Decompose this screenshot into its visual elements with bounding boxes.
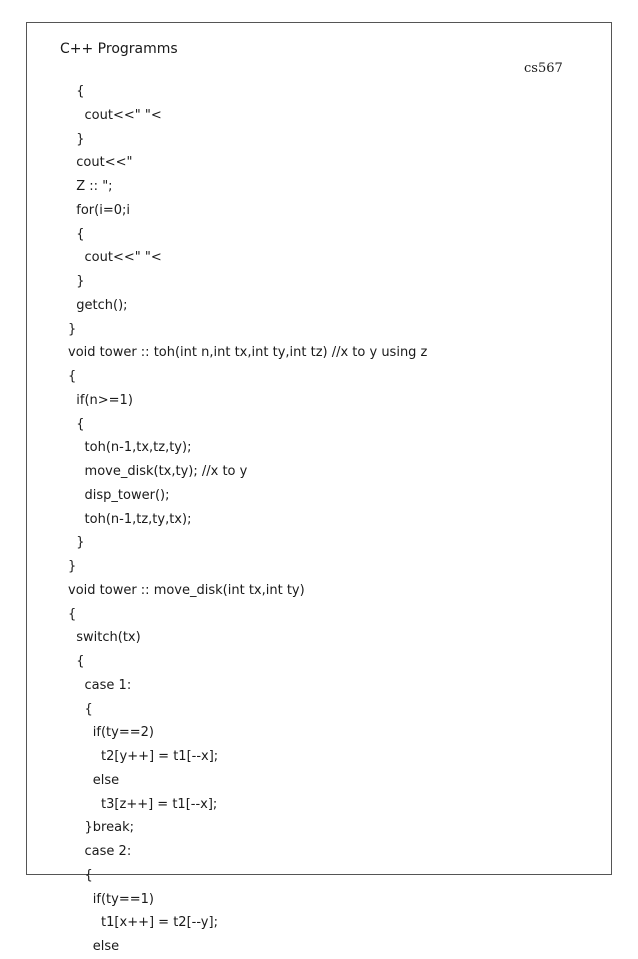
code-line: cout<<" "< xyxy=(68,107,162,123)
code-line: } xyxy=(68,535,85,551)
code-line: { xyxy=(68,84,85,99)
code-line: t3[z++] = t1[--x]; xyxy=(68,796,218,812)
code-line: { xyxy=(68,416,85,432)
code-line: toh(n-1,tz,ty,tx); xyxy=(68,511,192,527)
code-line: void tower :: toh(int n,int tx,int ty,int tz) //x to y using z xyxy=(68,345,428,361)
code-line: getch(); xyxy=(68,297,128,313)
code-line: if(ty==2) xyxy=(68,725,154,741)
code-line: t2[y++] = t1[--x]; xyxy=(68,749,219,764)
code-line: t1[x++] = t2[--y]; xyxy=(68,915,218,931)
code-line: } xyxy=(68,131,85,147)
code-line: for(i=0;i xyxy=(68,202,130,218)
code-line: Z :: "; xyxy=(68,179,113,194)
code-line: } xyxy=(68,274,85,289)
code-listing xyxy=(68,80,588,959)
code-line: else xyxy=(68,772,120,788)
code-line: switch(tx) xyxy=(68,630,141,646)
code-line: cout<<" "< xyxy=(68,250,162,266)
code-line: { xyxy=(68,226,85,242)
code-line: } xyxy=(68,559,77,574)
code-line: } xyxy=(68,321,77,337)
code-line: void tower :: move_disk(int tx,int ty) xyxy=(68,582,305,598)
code-line: if(ty==1) xyxy=(68,891,154,907)
code-line: cout<<" xyxy=(68,155,133,171)
code-line: { xyxy=(68,654,85,669)
code-line: { xyxy=(68,701,93,717)
code-line: { xyxy=(68,369,77,384)
document-title: C++ Programms xyxy=(60,41,178,57)
code-line: { xyxy=(68,867,93,883)
code-line: move_disk(tx,ty); //x to y xyxy=(68,464,248,479)
code-line: { xyxy=(68,606,77,622)
code-line: case 1: xyxy=(68,677,132,693)
code-line: disp_tower(); xyxy=(68,487,170,503)
code-line: else xyxy=(68,939,120,954)
code-line: toh(n-1,tx,tz,ty); xyxy=(68,440,192,456)
code-line: if(n>=1) xyxy=(68,392,133,408)
code-line: case 2: xyxy=(68,844,132,859)
course-code: cs567 xyxy=(524,61,563,76)
code-line: }break; xyxy=(68,820,134,836)
